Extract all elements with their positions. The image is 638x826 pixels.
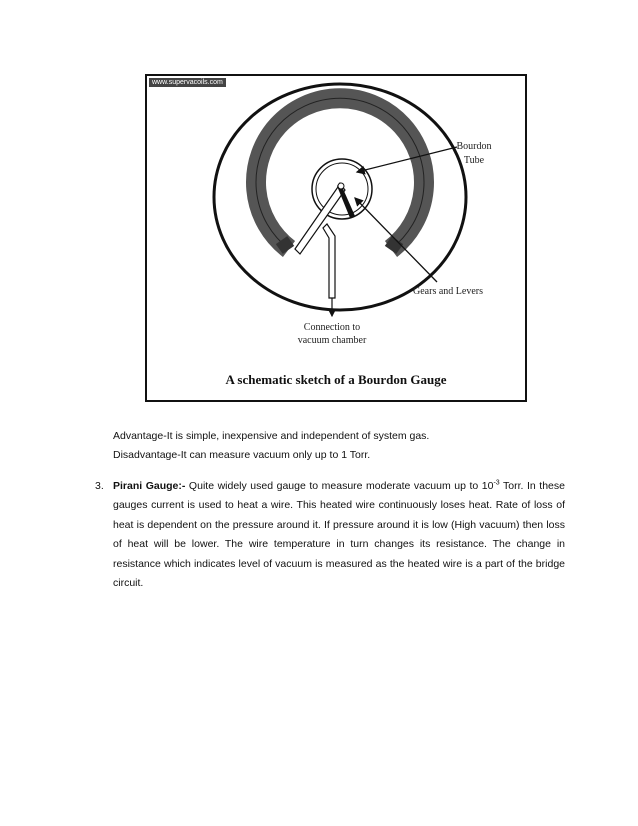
bourdon-gauge-diagram [147, 76, 525, 400]
pirani-text-2: Torr. In these gauges current is used to heat a wire. This heated wire continuously loses heat. Rate of loss of heat is dependent on the pressure around it. If pressure around it is low (High vacuum) then loss of heat will be lower. The wire temperature in turn changes its resistance. The change in resistance which indicates level of vacuum is measured as the heated wire is a part of the bridge circuit. [113, 480, 565, 590]
advantage-block [113, 427, 553, 466]
label-gears-levers: Gears and Levers [413, 286, 483, 297]
label-bourdon: Bourdon [456, 141, 492, 152]
watermark: www.supervacoils.com [149, 78, 226, 87]
pirani-exponent: -3 [493, 479, 500, 487]
figure-caption: A schematic sketch of a Bourdon Gauge [225, 372, 447, 387]
list-number: 3. [95, 480, 104, 492]
label-vacuum-chamber: vacuum chamber [297, 335, 367, 346]
bourdon-gauge-figure [145, 74, 527, 402]
label-connection: Connection to [303, 322, 361, 333]
pirani-paragraph [113, 477, 565, 593]
label-tube: Tube [463, 155, 485, 166]
advantage-text: Advantage-It is simple, inexpensive and independent of system gas. [113, 430, 430, 442]
disadvantage-text: Disadvantage-It can measure vacuum only up to 1 Torr. [113, 449, 371, 462]
pirani-text-1: Quite widely used gauge to measure moderate vacuum up to 10 [185, 480, 494, 492]
pirani-heading: Pirani Gauge:- [113, 480, 186, 492]
